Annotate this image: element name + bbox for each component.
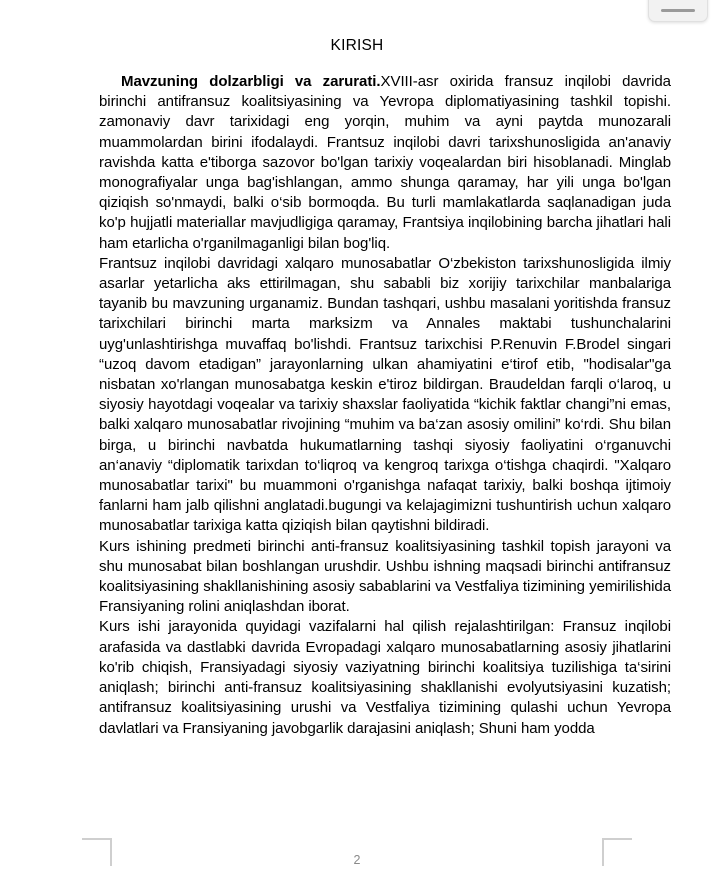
page-title: KIRISH xyxy=(330,37,384,54)
paragraph xyxy=(99,254,671,537)
document-body xyxy=(99,72,671,739)
paragraph xyxy=(99,537,671,618)
paragraph-lead-bold: Mavzuning dolzarbligi va zarurati. xyxy=(121,73,381,90)
paragraph-text: Kurs ishi jarayonida quyidagi vazifalarni hal qilish rejalashtirilgan: Fransuz inqilobi arafasida va dastlabki davrida Evropadagi xalqaro munosabatlarning asosiy jihatlarini ko'rib chiqish, Fransiyadagi siyosiy vaziyatning birinchi koalitsiya tuzilishiga ta‘sirini aniqlash; birinchi anti-fransuz koalitsiyasining shakllanishi evolyutsiyasini kuzatish; antifransuz koalitsiyasining urushi va Vestfaliya tizimining qulashi uchun Yevropa davlatlari va Fransiyaning javobgarlik darajasini aniqlash; Shuni ham yodda xyxy=(99,618,671,737)
page-number: 2 xyxy=(353,853,361,867)
paragraph xyxy=(99,617,671,738)
paragraph-text: Frantsuz inqilobi davridagi xalqaro munosabatlar O‘zbekiston tarixshunosligida ilmiy asarlar yetarlicha aks ettirilmagan, shu sababli biz xorijiy tarixchilar manbalariga tayanib bu mavzuning urganamiz. Bundan tashqari, ushbu masalani yoritishda fransuz tarixchilari birinchi marta marksizm va Annales maktabi tushunchalarini uyg'unlashtirishga muvaffaq bo'lishdi. Frantsuz tarixchisi P.Renuvin F.Brodel singari “uzoq davom etadigan” jarayonlarning ulkan ahamiyatini e‘tirof etib, "hodisalar"ga nisbatan xo'rlangan munosabatga keskin e'tiroz bildirgan. Braudeldan farqli o‘laroq, u siyosiy hayotdagi voqealar va tarixiy shaxslar faoliyatida “kichik faktlar changi”ni emas, balki xalqaro munosabatlar rivojining “muhim va ba‘zan asosiy omilini” ko‘rdi. Shu bilan birga, u birinchi navbatda hukumatlarning tashqi siyosiy faoliyatini o‘rganuvchi an‘anaviy “diplomatik tarixdan to‘liqroq va kengroq tarixga o‘tishga chaqirdi. "Xalqaro munosabatlar tarixi" bu muammoni o'rganishga nafaqat tarixiy, balki boshqa ijtimoiy fanlarni ham jalb qilishni anglatadi.bugungi va kelajagimizni tushuntirish uchun xalqaro munosabatlar tarixiga katta qiziqish bilan qaytishni bildiradi. xyxy=(99,254,671,535)
paragraph xyxy=(99,72,671,254)
paragraph-text: XVIII-asr oxirida fransuz inqilobi davrida birinchi antifransuz koalitsiyasining va Yevropa diplomatiyasining tashkil topishi. zamonaviy davr tarixidagi eng yorqin, muhim va ayni paytda munozarali muammolardan birini ifodalaydi. Frantsuz inqilobi davri tarixshunosligida an'anaviy ravishda katta e'tiborga sazovor bo'lgan tarixiy voqealardan biri hisoblanadi. Minglab monografiyalar unga bag'ishlangan, ammo shunga qaramay, har yili unga bo'lgan qiziqish so'nmaydi, balki o‘sib bormoqda. Bu turli mamlakatlarda saqlanadigan juda ko'p hujjatli materiallar mavjudligiga qaramay, Frantsiya inqilobining barcha jihatlari hali ham etarlicha o'rganilmaganligi bilan bog'liq. xyxy=(99,73,671,252)
paragraph-text: Kurs ishining predmeti birinchi anti-fransuz koalitsiyasining tashkil topish jarayoni va shu munosabat bilan boshlangan urushdir. Ushbu ishning maqsadi birinchi antifransuz koalitsiyasining shakllanishining asosiy sabablarini va Vestfaliya tizimining yemirilishida Fransiyaning rolini aniqlashdan iborat. xyxy=(99,537,671,616)
